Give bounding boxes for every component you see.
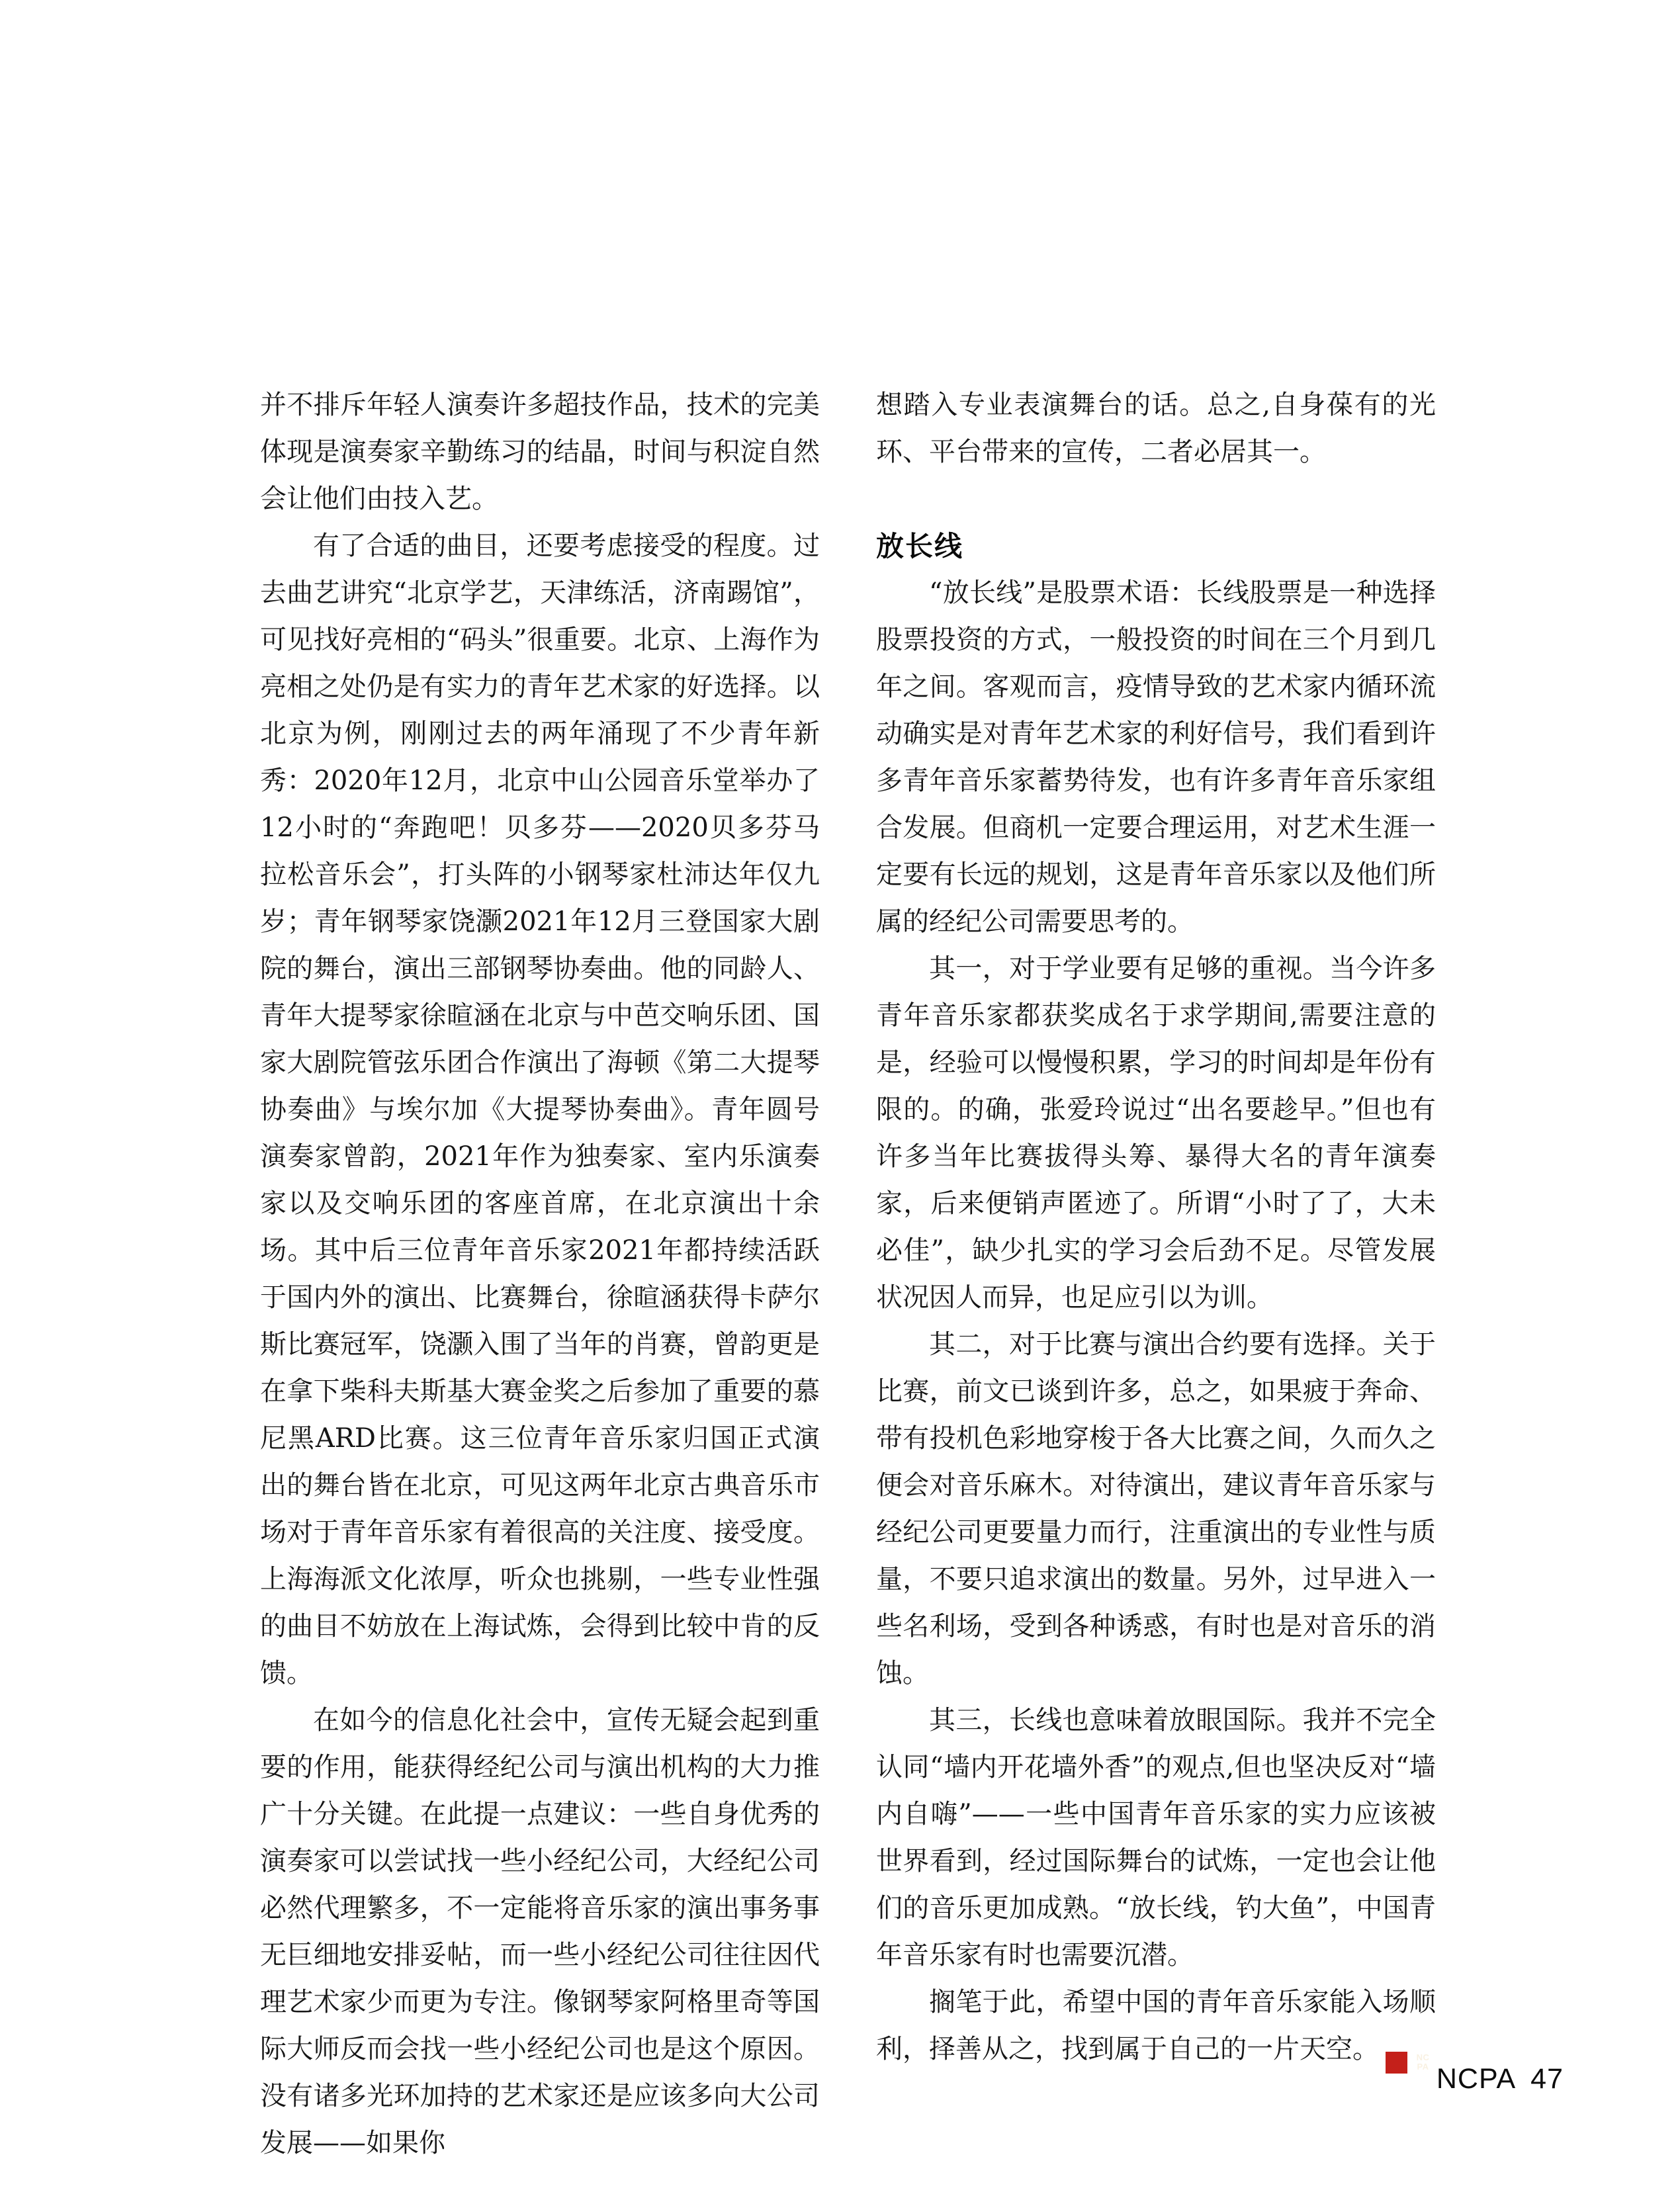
seal-text-top: NC [1416, 2052, 1430, 2062]
left-column [260, 382, 820, 2167]
paragraph-point-two-contracts: 其二，对于比赛与演出合约要有选择。关于比赛，前文已谈到许多，总之，如果疲于奔命、带有投机色彩地穿梭于各大比赛之间，久而久之便会对音乐麻木。对待演出，建议青年音乐家与经纪公司更要量力而行，注重演出的专业性与质量，不要只追求演出的数量。另外，过早进入一些名利场，受到各种诱惑，有时也是对音乐的消蚀。 [876, 1329, 1436, 1688]
footer-magazine-name: NCPA [1436, 2063, 1517, 2095]
section-heading: 放长线 [876, 531, 964, 562]
closing-text: 搁笔于此，希望中国的青年音乐家能入场顺利，择善从之，找到属于自己的一片天空。 [876, 1987, 1436, 2064]
footer-page-number: 47 [1530, 2063, 1564, 2095]
paragraph-technique: 并不排斥年轻人演奏许多超技作品，技术的完美体现是演奏家辛勤练习的结晶，时间与积淀自然会让他们由技入艺。 [260, 390, 820, 514]
paragraph-closing [876, 1979, 1436, 2074]
paragraph-continuation: 想踏入专业表演舞台的话。总之,自身葆有的光环、平台带来的宣传，二者必居其一。 [876, 390, 1436, 467]
paragraph-long-line-intro: “放长线”是股票术语：长线股票是一种选择股票投资的方式，一般投资的时间在三个月到几年之间。客观而言，疫情导致的艺术家内循环流动确实是对青年艺术家的利好信号，我们看到许多青年音乐家蓄势待发，也有许多青年音乐家组合发展。但商机一定要合理运用，对艺术生涯一定要有长远的规划，这是青年音乐家以及他们所属的经纪公司需要思考的。 [876, 578, 1436, 937]
paragraph-point-one-studies: 其一，对于学业要有足够的重视。当今许多青年音乐家都获奖成名于求学期间,需要注意的是，经验可以慢慢积累，学习的时间却是年份有限的。的确，张爱玲说过“出名要趁早。”但也有许多当年比赛拔得头筹、暴得大名的青年演奏家，后来便销声匿迹了。所谓“小时了了，大未必佳”，缺少扎实的学习会后劲不足。尽管发展状况因人而异，也足应引以为训。 [876, 953, 1436, 1313]
paragraph-promotion-agencies: 在如今的信息化社会中，宣传无疑会起到重要的作用，能获得经纪公司与演出机构的大力推广十分关键。在此提一点建议：一些自身优秀的演奏家可以尝试找一些小经纪公司，大经纪公司必然代理繁多，不一定能将音乐家的演出事务事无巨细地安排妥帖，而一些小经纪公司往往因代理艺术家少而更为专注。像钢琴家阿格里奇等国际大师反而会找一些小经纪公司也是这个原因。没有诸多光环加持的艺术家还是应该多向大公司发展——如果你 [260, 1705, 820, 2158]
article-body [260, 382, 1436, 2167]
page-footer [1437, 2063, 1564, 2095]
seal-text-bottom: PA [1417, 2062, 1429, 2072]
ncpa-seal-icon [1386, 2052, 1430, 2074]
paragraph-repertoire-cities: 有了合适的曲目，还要考虑接受的程度。过去曲艺讲究“北京学艺，天津练活，济南踢馆”，可见找好亮相的“码头”很重要。北京、上海作为亮相之处仍是有实力的青年艺术家的好选择。以北京为例，刚刚过去的两年涌现了不少青年新秀：2020年12月，北京中山公园音乐堂举办了12小时的“奔跑吧！贝多芬——2020贝多芬马拉松音乐会”，打头阵的小钢琴家杜沛达年仅九岁；青年钢琴家饶灏2021年12月三登国家大剧院的舞台，演出三部钢琴协奏曲。他的同龄人、青年大提琴家徐暄涵在北京与中芭交响乐团、国家大剧院管弦乐团合作演出了海顿《第二大提琴协奏曲》与埃尔加《大提琴协奏曲》。青年圆号演奏家曾韵，2021年作为独奏家、室内乐演奏家以及交响乐团的客座首席，在北京演出十余场。其中后三位青年音乐家2021年都持续活跃于国内外的演出、比赛舞台，徐暄涵获得卡萨尔斯比赛冠军，饶灏入围了当年的肖赛，曾韵更是在拿下柴科夫斯基大赛金奖之后参加了重要的慕尼黑ARD比赛。这三位青年音乐家归国正式演出的舞台皆在北京，可见这两年北京古典音乐市场对于青年音乐家有着很高的关注度、接受度。上海海派文化浓厚，听众也挑剔，一些专业性强的曲目不妨放在上海试炼，会得到比较中肯的反馈。 [260, 531, 820, 1688]
paragraph-point-three-international: 其三，长线也意味着放眼国际。我并不完全认同“墙内开花墙外香”的观点,但也坚决反对“墙内自嗨”——一些中国青年音乐家的实力应该被世界看到，经过国际舞台的试炼，一定也会让他们的音乐更加成熟。“放长线，钓大鱼”，中国青年音乐家有时也需要沉潜。 [876, 1705, 1436, 1970]
right-column [876, 382, 1436, 2167]
